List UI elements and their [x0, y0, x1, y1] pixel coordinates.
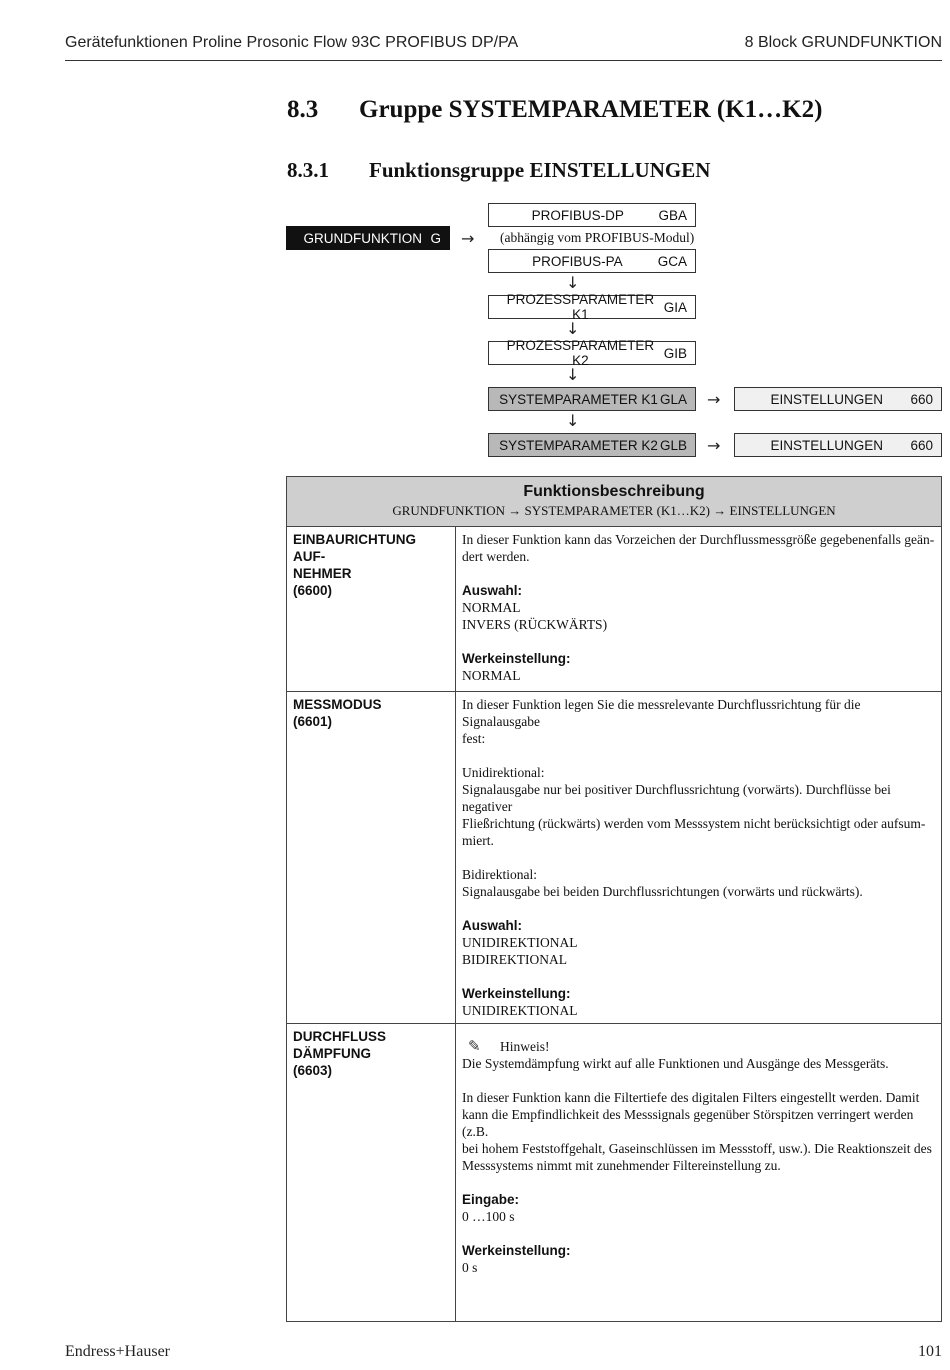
table-row	[287, 692, 942, 1024]
group-systemparameter-k1: SYSTEMPARAMETER K1 GLA	[488, 387, 696, 411]
root-block-grundfunktion: GRUNDFUNKTION G	[286, 226, 450, 250]
group-prozessparameter-k1: PROZESSPARAMETER K1 GIA	[488, 295, 696, 319]
function-description-cell: In dieser Funktion legen Sie die messrelevante Durchflussrichtung für die Signalausgabe fest: Unidirektional: Signalausgabe nur bei positiver Durchflussrichtung (vorwärts). Durchflüsse bei negativer Fließrichtung (rückwärts) werden vom Messsystem nicht berücksichtigt oder aufsum- miert. Bidirektional: Signalausgabe bei beiden Durchflussrichtungen (vorwärts und rückwärts). Auswahl: UNIDIREKTIONAL BIDIREKTIONAL Werkeinstellung: UNIDIREKTIONAL	[456, 692, 942, 1024]
function-description-cell: ✎ Hinweis! Die Systemdämpfung wirkt auf alle Funktionen und Ausgänge des Messgeräts. In dieser Funktion kann die Filtertiefe des digitalen Filters eingestellt werden. Damit kann die Empfindlichkeit des Messsignals gegenüber Störspitzen verringert werden (z.B. bei hohem Feststoffgehalt, Gaseinschlüssen im Messstoff, usw.). Die Reaktionszeit des Messsystems nimmt mit zunehmender Filtereinstellung zu. Eingabe: 0 …100 s Werkeinstellung: 0 s	[456, 1024, 942, 1322]
function-name-cell: MESSMODUS (6601)	[287, 692, 456, 1024]
subsection-heading	[287, 158, 710, 183]
arrow-down-icon: ↓	[566, 319, 580, 338]
table-row	[287, 1024, 942, 1322]
group-profibus-pa: PROFIBUS-PA GCA	[488, 249, 696, 273]
arrow-right-icon: →	[461, 229, 475, 248]
function-description-cell: In dieser Funktion kann das Vorzeichen der Durchflussmessgröße gegebenenfalls geän- dert werden. Auswahl: NORMAL INVERS (RÜCKWÄRTS) Werkeinstellung: NORMAL	[456, 527, 942, 692]
subsection-title: Funktionsgruppe EINSTELLUNGEN	[369, 158, 711, 182]
group-prozessparameter-k2: PROZESSPARAMETER K2 GIB	[488, 341, 696, 365]
group-systemparameter-k2: SYSTEMPARAMETER K2 GLB	[488, 433, 696, 457]
section-title: Gruppe SYSTEMPARAMETER (K1…K2)	[359, 96, 823, 123]
section-number: 8.3	[287, 96, 319, 123]
module-note: (abhängig vom PROFIBUS-Modul)	[500, 230, 695, 245]
pencil-note-icon: ✎	[468, 1037, 481, 1055]
page-header-title: Gerätefunktionen Proline Prosonic Flow 93C PROFIBUS DP/PA	[65, 34, 519, 51]
header-rule	[65, 60, 942, 61]
table-row	[287, 527, 942, 692]
footer-brand: Endress+Hauser	[65, 1343, 170, 1360]
function-name-cell: DURCHFLUSS DÄMPFUNG (6603)	[287, 1024, 456, 1322]
arrow-right-icon: →	[707, 390, 721, 409]
function-description-table	[286, 476, 942, 1322]
subsection-number: 8.3.1	[287, 158, 329, 182]
arrow-right-icon: →	[707, 436, 721, 455]
group-profibus-dp: PROFIBUS-DP GBA	[488, 203, 696, 227]
table-path: GRUNDFUNKTION → SYSTEMPARAMETER (K1…K2) → EINSTELLUNGEN	[392, 503, 836, 518]
target-einstellungen-k2: EINSTELLUNGEN 660	[734, 433, 942, 457]
section-heading	[287, 96, 822, 124]
page-number: 101	[918, 1343, 942, 1360]
hint-label: Hinweis!	[500, 1039, 550, 1054]
arrow-down-icon: ↓	[566, 411, 580, 430]
table-title: Funktionsbeschreibung	[523, 483, 705, 500]
function-name-cell: EINBAURICHTUNG AUF- NEHMER (6600)	[287, 527, 456, 692]
arrow-down-icon: ↓	[566, 365, 580, 384]
table-header-row	[287, 477, 942, 527]
page-header-chapter: 8 Block GRUNDFUNKTION	[744, 34, 942, 51]
arrow-down-icon: ↓	[566, 273, 580, 292]
target-einstellungen-k1: EINSTELLUNGEN 660	[734, 387, 942, 411]
